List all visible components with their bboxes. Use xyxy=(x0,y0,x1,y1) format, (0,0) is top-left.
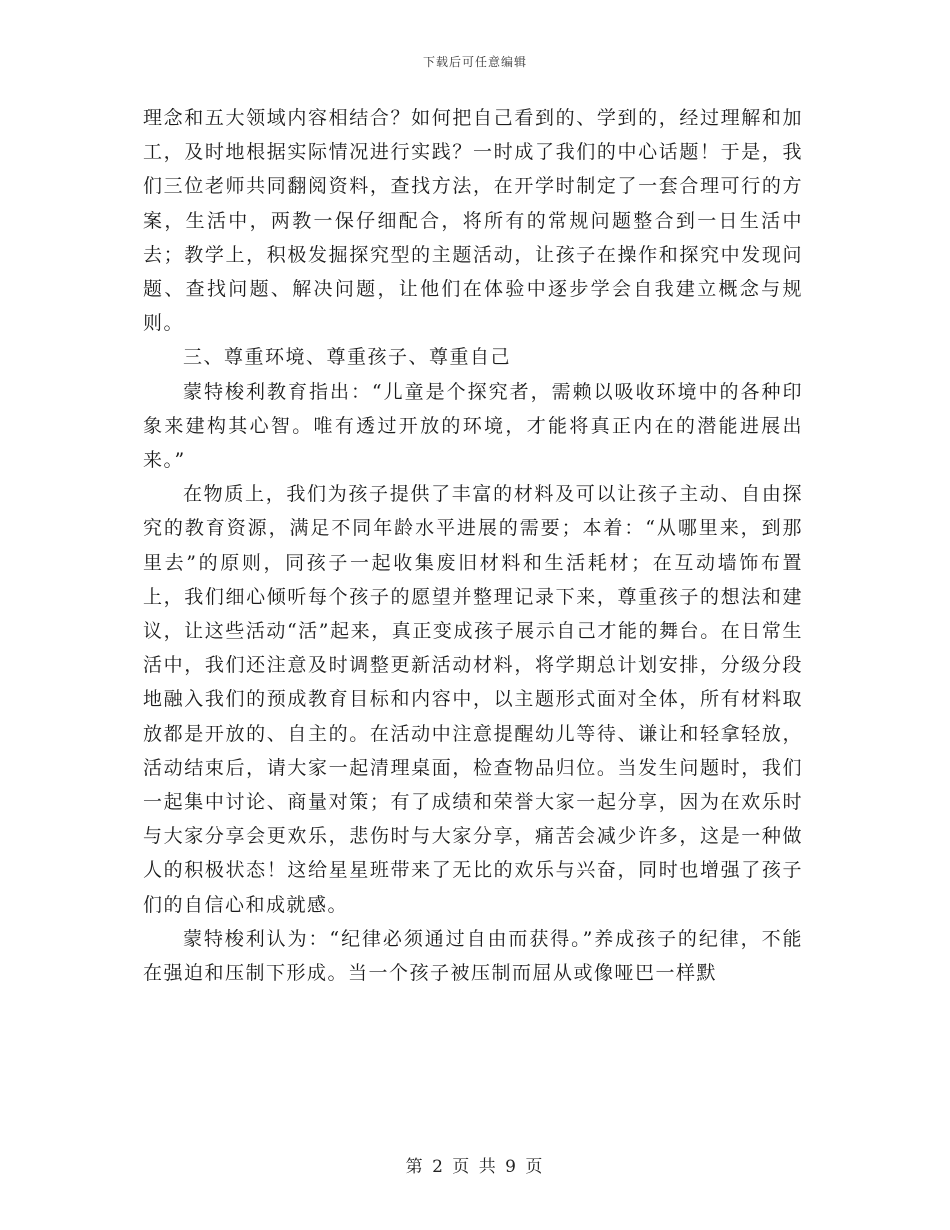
page-header: 下载后可任意编辑 xyxy=(422,55,527,69)
paragraph-material-environment: 在物质上，我们为孩子提供了丰富的材料及可以让孩子主动、自由探究的教育资源，满足不同年龄水平进展的需要；本着：“从哪里来，到那里去”的原则，同孩子一起收集废旧材料和生活耗材；在互动墙饰布置上，我们细心倾听每个孩子的愿望并整理记录下来，尊重孩子的想法和建议，让这些活动“活”起来，真正变成孩子展示自己才能的舞台。在日常生活中，我们还注意及时调整更新活动材料，将学期总计划安排，分级分段地融入我们的预成教育目标和内容中，以主题形式面对全体，所有材料取放都是开放的、自主的。在活动中注意提醒幼儿等待、谦让和轻拿轻放，活动结束后，请大家一起清理桌面，检查物品归位。当发生问题时，我们一起集中讨论、商量对策；有了成绩和荣誉大家一起分享，因为在欢乐时与大家分享会更欢乐，悲伤时与大家分享，痛苦会减少许多，这是一种做人的积极状态！这给星星班带来了无比的欢乐与兴奋，同时也增强了孩子们的自信心和成就感。 xyxy=(143,483,803,916)
page-footer: 第 2 页 共 9 页 xyxy=(405,1157,545,1177)
paragraph-montessori-quote: 蒙特梭利教育指出：“儿童是个探究者，需赖以吸收环境中的各种印象来建构其心智。唯有透过开放的环境，才能将真正内在的潜能进展出来。” xyxy=(143,380,803,472)
paragraph-continued: 理念和五大领域内容相结合？如何把自己看到的、学到的，经过理解和加工，及时地根据实际情况进行实践？一时成了我们的中心话题！于是，我们三位老师共同翻阅资料，查找方法，在开学时制定了一套合理可行的方案，生活中，两教一保仔细配合，将所有的常规问题整合到一日生活中去；教学上，积极发掘探究型的主题活动，让孩子在操作和探究中发现问题、查找问题、解决问题，让他们在体验中逐步学会自我建立概念与规则。 xyxy=(143,107,803,335)
document-body xyxy=(143,101,803,990)
section-heading: 三、尊重环境、尊重孩子、尊重自己 xyxy=(183,346,512,369)
paragraph-discipline: 蒙特梭利认为：“纪律必须通过自由而获得。”养成孩子的纪律，不能在强迫和压制下形成。当一个孩子被压制而屈从或像哑巴一样默 xyxy=(143,927,803,985)
